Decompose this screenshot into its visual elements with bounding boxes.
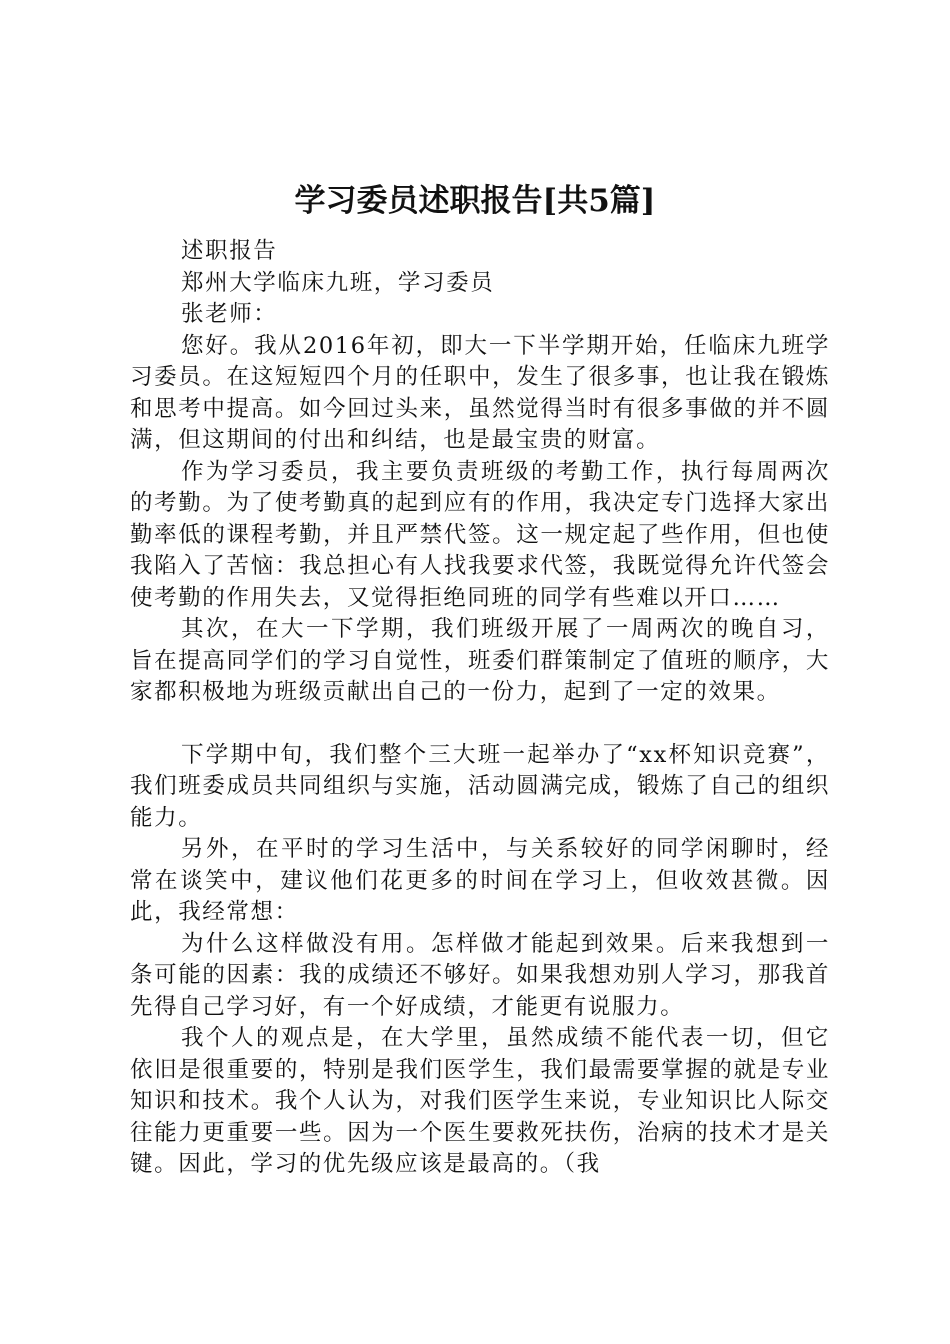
paragraph: 其次，在大一下学期，我们班级开展了一周两次的晚自习，旨在提高同学们的学习自觉性，班委们群策制定了值班的顺序，大家都积极地为班级贡献出自己的一份力，起到了一定的效果。 [130, 616, 830, 705]
document-title: 学习委员述职报告[共5篇] [294, 183, 656, 219]
paragraph: 作为学习委员，我主要负责班级的考勤工作，执行每周两次的考勤。为了使考勤真的起到应有的作用，我决定专门选择大家出勤率低的课程考勤，并且严禁代签。这一规定起了些作用，但也使我陷入了苦恼：我总担心有人找我要求代签，我既觉得允许代签会使考勤的作用失去，又觉得拒绝同班的同学有些难以开口…… [130, 458, 830, 611]
paragraph: 我个人的观点是，在大学里，虽然成绩不能代表一切，但它依旧是很重要的，特别是我们医学生，我们最需要掌握的就是专业知识和技术。我个人认为，对我们医学生来说，专业知识比人际交往能力更重要一些。因为一个医生要救死扶伤，治病的技术才是关键。因此，学习的优先级应该是最高的。（我 [130, 1025, 830, 1177]
paragraph: 郑州大学临床九班，学习委员 [181, 269, 495, 296]
document-body [130, 236, 830, 1181]
paragraph: 张老师： [181, 301, 278, 327]
paragraph: 您好。我从2016年初，即大一下半学期开始，任临床九班学习委员。在这短短四个月的任职中，发生了很多事，也让我在锻炼和思考中提高。如今回过头来，虽然觉得当时有很多事做的并不圆满，但这期间的付出和纠结，也是最宝贵的财富。 [130, 332, 830, 453]
paragraph: 另外，在平时的学习生活中，与关系较好的同学闲聊时，经常在谈笑中，建议他们花更多的时间在学习上，但收效甚微。因此，我经常想： [130, 836, 830, 925]
paragraph: 述职报告 [181, 238, 278, 264]
paragraph: 为什么这样做没有用。怎样做才能起到效果。后来我想到一条可能的因素：我的成绩还不够好。如果我想劝别人学习，那我首先得自己学习好，有一个好成绩，才能更有说服力。 [130, 930, 830, 1020]
paragraph: 下学期中旬，我们整个三大班一起举办了“xx杯知识竞赛”，我们班委成员共同组织与实施，活动圆满完成，锻炼了自己的组织能力。 [130, 741, 830, 831]
